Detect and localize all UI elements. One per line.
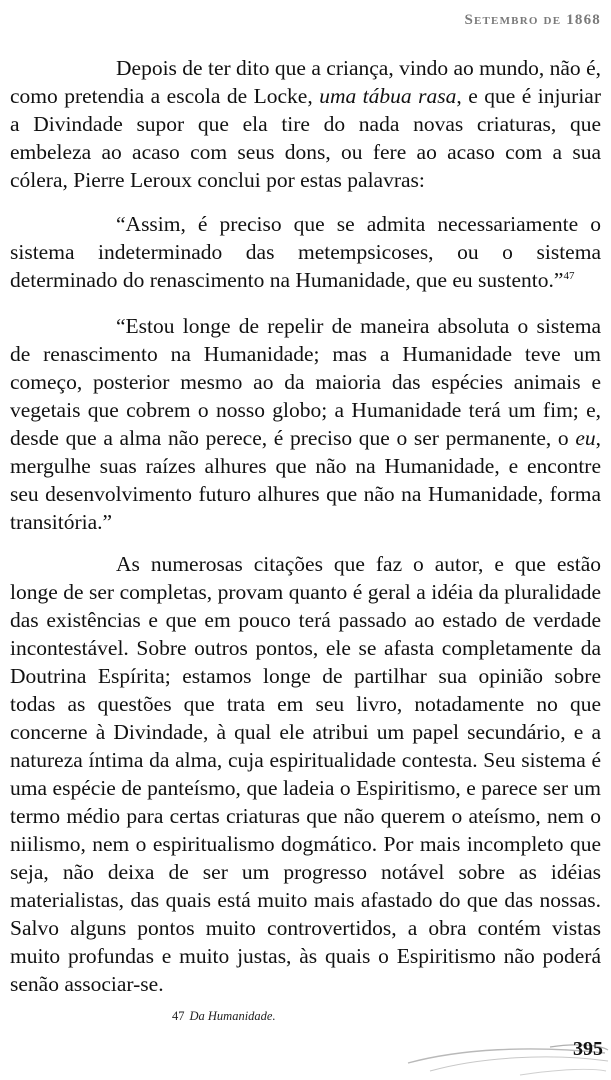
paragraph-2: As numerosas citações que faz o autor, e que estão longe de ser completas, provam quanto é geral a idéia da pluralidade das existências e que em pouco terá passado ao estado de verdade incontestável. Sobre outros pontos, ele se afasta completamente da Doutrina Espírita; estamos longe de partilhar sua opinião sobre todas as questões que trata em seu livro, notadamente no que concerne à Divindade, à qual ele atribui um papel secundário, e a natureza íntima da alma, cuja espiritualidade contesta. Seu sistema é uma espécie de panteísmo, que ladeia o Espiritismo, e parece ser um termo médio para certas criaturas que não querem o ateísmo, nem o niilismo, nem o espiritualismo dogmático. Por mais incompleto que seja, não deixa de ser um progresso notável sobre as idéias materialistas, das quais está muito mais afastado do que das nossas. Salvo alguns pontos muito controvertidos, a obra contém vistas muito profundas e muito justas, às quais o Espiritismo não poderá senão associar-se. xyxy=(10,552,601,996)
paragraph-1 xyxy=(10,54,601,194)
page-number: 395 xyxy=(573,1038,603,1060)
paragraph-1-text-a: Depois de ter dito que a criança, vindo ao mundo, não é, como pretendia a escola de Locke, xyxy=(10,56,601,108)
footnote xyxy=(172,1009,276,1024)
footnote-number: 47 xyxy=(172,1009,185,1023)
footnote-reference[interactable]: 47 xyxy=(563,269,575,282)
paragraph-1-text-b: , e que é injuriar a Divindade supor que ela tire do nada novas criaturas, que embeleza ao acaso com seus dons, ou fere ao acaso com a sua cólera, Pierre Leroux conclui por estas palavras: xyxy=(10,84,601,192)
running-header: Setembro de 1868 xyxy=(464,12,601,28)
quote-2-text-a: “Estou longe de repelir de maneira absoluta o sistema de renascimento na Humanidade; mas a Humanidade teve um começo, posterior mesmo ao da maioria das espécies animais e vegetais que cobrem o nosso globo; a Humanidade terá um fim; e, desde que a alma não perece, é preciso que o ser permanente, o xyxy=(10,314,601,450)
footnote-text: Da Humanidade. xyxy=(189,1009,276,1023)
quote-2-text-b: , mergulhe suas raízes alhures que não na Humanidade, e encontre seu desenvolvimento futuro alhures que não na Humanidade, forma transitória.” xyxy=(10,426,601,534)
quote-paragraph-1 xyxy=(10,210,601,294)
paragraph-1-italic: uma tábua rasa xyxy=(319,84,457,108)
quote-2-italic: eu xyxy=(575,426,596,450)
quote-1-text: “Assim, é preciso que se admita necessariamente o sistema indeterminado das metempsicoses, ou o sistema determinado do renascimento na Humanidade, que eu sustento.” xyxy=(10,212,601,292)
quote-paragraph-2 xyxy=(10,312,601,536)
